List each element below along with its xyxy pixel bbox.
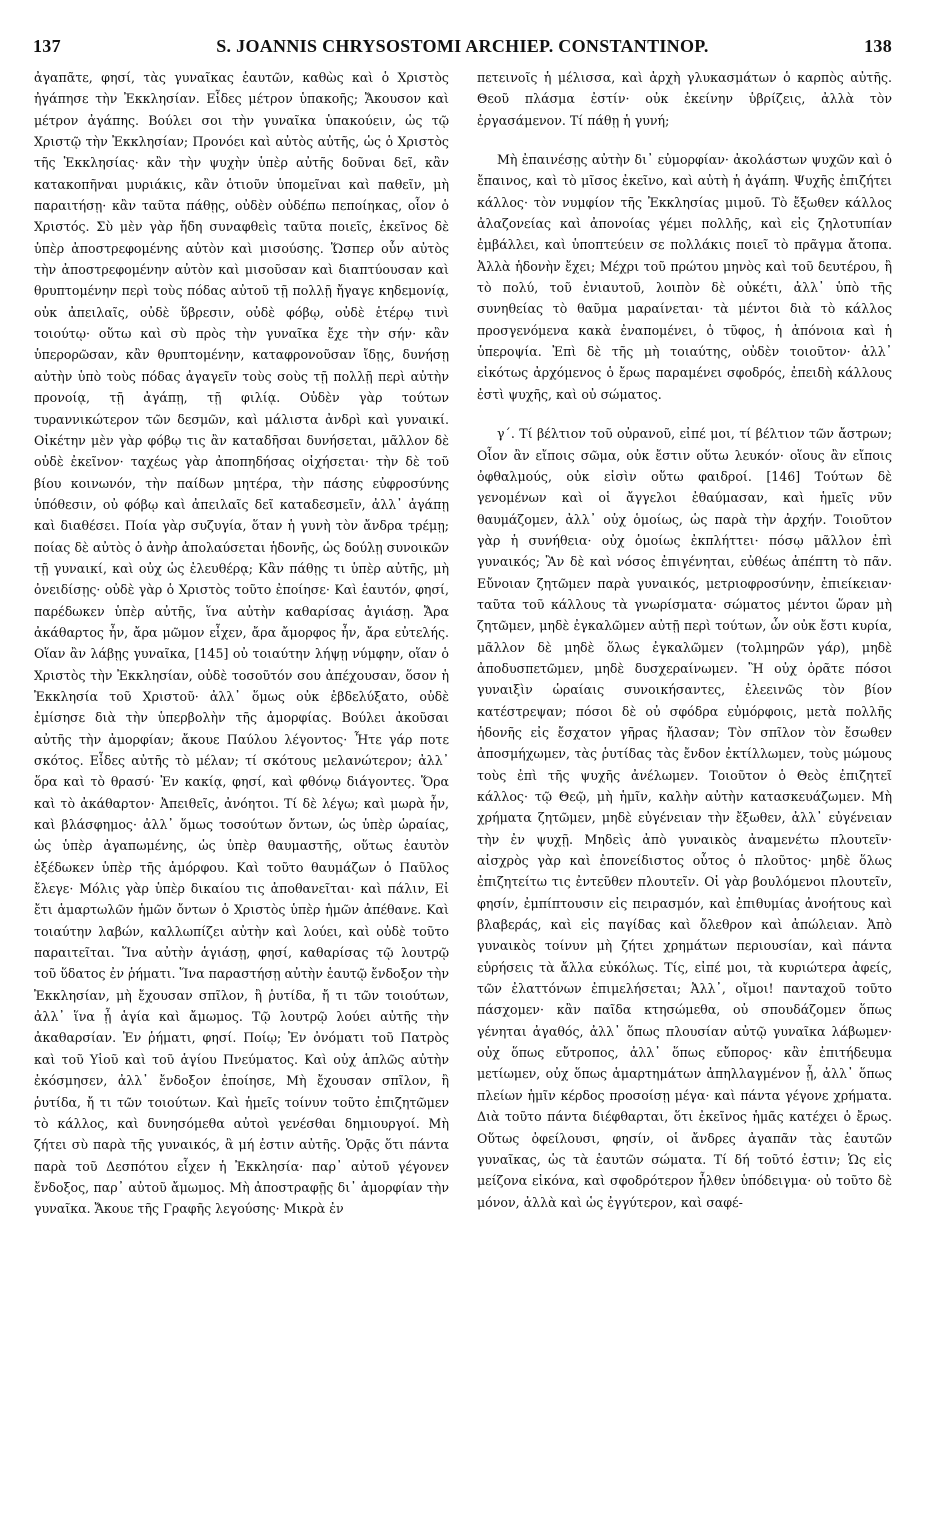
left-column [34, 67, 449, 1220]
right-paragraph-3: γ΄. Τί βέλτιον τοῦ οὐρανοῦ, εἰπέ μοι, τί βέλτιον τῶν ἄστρων; Οἷον ἂν εἴποις σῶμα, οὐκ ἔστιν οὕτω λευκόν· οἵους ἂν εἴποις ὀφθαλμούς, οὐκ εἰσὶν οὕτω φαιδροί. [146] Τούτων δὲ γενομένων καὶ οἱ ἄγγελοι ἐθαύμασαν, καὶ ἡμεῖς νῦν θαυμάζομεν, ἀλλ᾽ οὐχ ὁμοίως, ὡς παρὰ τὴν ἀρχήν. Τοιοῦτον γὰρ ἡ συνήθεια· οὐχ ὁμοίως ἐκπλήττει· πόσῳ μᾶλλον ἐπὶ γυναικός; Ἂν δὲ καὶ νόσος ἐπιγένηται, εὐθέως ἀπέπτη τὸ πᾶν. Εὔνοιαν ζητῶμεν παρὰ γυναικός, μετριοφροσύνην, ἐπιείκειαν· ταῦτα τοῦ κάλλους τὰ γνωρίσματα· σώματος μέντοι ὥραν μὴ ζητῶμεν, μηδὲ ἐγκαλῶμεν αὐτῇ περὶ τούτων, ὧν οὐκ ἔστι κυρία, μᾶλλον δὲ μηδὲ ὅλως ἐγκαλῶμεν (τολμηρῶν γάρ), μηδὲ ἀποδυσπετῶμεν, μηδὲ δυσχεραίνωμεν. Ἢ οὐχ ὁρᾶτε πόσοι γυναιξὶν ὡραίαις συνοικήσαντες, ἐλεεινῶς τὸν βίον κατέστρεψαν; πόσοι δὲ οὐ σφόδρα εὐμόρφοις, μετὰ πολλῆς ἡδονῆς εἰς ἔσχατον γῆρας ἤλασαν; Τὸν σπῖλον τὸν ἔσωθεν ἀποσμήχωμεν, τὰς ῥυτίδας τὰς ἔνδον ἐκτίλλωμεν, τοὺς μώμους τοὺς ἐπὶ τῆς ψυχῆς ἀνέλωμεν. Τοιοῦτον ὁ Θεὸς ἐπιζητεῖ κάλλος· τῷ Θεῷ, μὴ ἡμῖν, καλὴν αὐτὴν κατασκευάζωμεν. Μὴ χρήματα ζητῶμεν, μηδὲ εὐγένειαν τὴν ἔξωθεν, ἀλλ᾽ εὐγένειαν τὴν ἐν ψυχῇ. Μηδεὶς ἀπὸ γυναικὸς ἀναμενέτω πλουτεῖν· αἰσχρὸς γὰρ καὶ ἐπονείδιστος οὗτος ὁ πλοῦτος· μηδὲ ὅλως ἐπιζητείτω τις ἐντεῦθεν πλουτεῖν. Οἱ γὰρ βουλόμενοι πλουτεῖν, φησίν, ἐμπίπτουσιν εἰς πειρασμόν, καὶ ἐπιθυμίας ἀνοήτους καὶ βλαβεράς, καὶ εἰς παγίδας καὶ ὄλεθρον καὶ ἀπώλειαν. Ἀπὸ γυναικὸς τοίνυν μὴ ζήτει χρημάτων περιουσίαν, καὶ πάντα εὑρήσεις τὰ ἄλλα εὐκόλως. Τίς, εἰπέ μοι, τὰ κυριώτερα ἀφείς, τῶν ἐλαττόνων ἐπιμελήσεται; Ἀλλ᾽, οἴμοι! πανταχοῦ τοῦτο πάσχομεν· κἂν παῖδα κτησώμεθα, οὐ σπουδάζομεν ὅπως γένηται ἀγαθός, ἀλλ᾽ ὅπως πλουσίαν αὐτῷ γυναῖκα λάβωμεν· οὐχ ὅπως εὔτροπος, ἀλλ᾽ ὅπως εὔπορος· κἂν ἐπιτήδευμα μετίωμεν, οὐχ ὅπως ἁμαρτημάτων ἀπηλλαγμένον ᾖ, ἀλλ᾽ ὅπως πλείων ἡμῖν κέρδος προσοίσῃ μέγα· καὶ πάντα γέγονε χρήματα. Διὰ τοῦτο πάντα διέφθαρται, ὅτι ἐκεῖνος ἡμᾶς κατέχει ὁ ἔρως. Οὕτως ὀφείλουσι, φησίν, οἱ ἄνδρες ἀγαπᾶν τὰς ἑαυτῶν γυναῖκας, ὡς τὰ ἑαυτῶν σώματα. Τί δή τοῦτό ἐστιν; Ὡς εἰς μείζονα εἰκόνα, καὶ σφοδρότερον ἦλθεν ὑπόδειγμα· οὐ τοῦτο δὲ μόνον, ἀλλὰ καὶ ὡς ἐγγύτερον, καὶ σαφέ- [477, 426, 892, 1210]
right-column [477, 67, 892, 1213]
running-title: S. JOANNIS CHRYSOSTOMI ARCHIEP. CONSTANTINOP. [216, 36, 709, 56]
page-number-left: 137 [33, 36, 61, 56]
left-paragraph-1: ἀγαπᾶτε, φησί, τὰς γυναῖκας ἑαυτῶν, καθὼς καὶ ὁ Χριστὸς ἠγάπησε τὴν Ἐκκλησίαν. Εἶδες μέτρον ὑπακοῆς; Ἄκουσον καὶ μέτρον ἀγάπης. Βούλει σοι τὴν γυναῖκα ὑπακούειν, ὡς τῷ Χριστῷ τὴν Ἐκκλησίαν; Προνόει καὶ αὐτὸς αὐτῆς, ὡς ὁ Χριστὸς τῆς Ἐκκλησίας· κἂν τὴν ψυχὴν ὑπὲρ αὐτῆς δοῦναι δεῖ, κἂν κατακοπῆναι μυριάκις, κἂν ὁτιοῦν ὑπομεῖναι καὶ παθεῖν, μὴ παραιτήσῃ· κἂν ταῦτα πάθῃς, οὐδὲν οὐδέπω πεποίηκας, οἷον ὁ Χριστός. Σὺ μὲν γὰρ ἤδη συναφθεὶς ταῦτα ποιεῖς, ἐκεῖνος δὲ ὑπὲρ ἀποστρεφομένης αὐτὸν καὶ μισούσης. Ὥσπερ οὖν αὐτὸς τὴν ἀποστρεφομένην αὐτὸν καὶ μισοῦσαν καὶ διαπτύουσαν καὶ θρυπτομένην περὶ τοὺς πόδας αὐτοῦ τῇ πολλῇ ἤγαγε κηδεμονίᾳ, οὐκ ἀπειλαῖς, οὐδὲ ὕβρεσιν, οὐδὲ φόβῳ, οὐδὲ ἑτέρῳ τινὶ τοιούτῳ· οὕτω καὶ σὺ πρὸς τὴν γυναῖκα ἔχε τὴν σήν· κἂν ὑπερορῶσαν, κἂν θρυπτομένην, καταφρονοῦσαν ἴδῃς, δυνήσῃ αὐτὴν ὑπὸ τοὺς πόδας ἀγαγεῖν τοὺς σοὺς τῇ πολλῇ περὶ αὐτὴν προνοίᾳ, τῇ ἀγάπῃ, τῇ φιλίᾳ. Οὐδὲν γὰρ τούτων τυραννικώτερον τῶν δεσμῶν, καὶ μάλιστα ἀνδρὶ καὶ γυναικί. Οἰκέτην μὲν γὰρ φόβῳ τις ἂν καταδῆσαι δυνήσεται, μᾶλλον δὲ οὐδὲ ἐκεῖνον· ταχέως γὰρ ἀποπηδήσας οἰχήσεται· τὴν δὲ τοῦ βίου κοινωνόν, τὴν παίδων μητέρα, τὴν πάσης εὐφροσύνης ὑπόθεσιν, οὐ φόβῳ καὶ ἀπειλαῖς δεῖ καταδεσμεῖν, ἀλλ᾽ ἀγάπῃ καὶ διαθέσει. Ποία γὰρ συζυγία, ὅταν ἡ γυνὴ τὸν ἄνδρα τρέμῃ; ποίας δὲ αὐτὸς ὁ ἀνὴρ ἀπολαύσεται ἡδονῆς, ὡς δούλῃ συνοικῶν τῇ γυναικί, καὶ οὐχ ὡς ἐλευθέρᾳ; Κἂν πάθῃς τι ὑπὲρ αὐτῆς, μὴ ὀνειδίσῃς· οὐδὲ γὰρ ὁ Χριστὸς τοῦτο ἐποίησε· Καὶ ἑαυτόν, φησί, παρέδωκεν ὑπὲρ αὐτῆς, ἵνα αὐτὴν καθαρίσας ἁγιάσῃ. Ἄρα ἀκάθαρτος ἦν, ἄρα μῶμον εἶχεν, ἄρα ἄμορφος ἦν, ἄρα εὐτελής. Οἵαν ἂν λάβῃς γυναῖκα, [145] οὐ τοιαύτην λήψῃ νύμφην, οἵαν ὁ Χριστὸς τὴν Ἐκκλησίαν, οὐδὲ τοσοῦτόν σου ἀπέχουσαν, ὅσον ἡ Ἐκκλησία τοῦ Χριστοῦ· ἀλλ᾽ ὅμως οὐκ ἐβδελύξατο, οὐδὲ ἐμίσησε διὰ τὴν ὑπερβολὴν τῆς ἀμορφίας. Βούλει ἀκοῦσαι αὐτῆς τὴν ἀμορφίαν; ἄκουε Παύλου λέγοντος· Ἦτε γάρ ποτε σκότος. Εἶδες αὐτῆς τὸ μέλαν; τί σκότους μελανώτερον; ἀλλ᾽ ὅρα καὶ τὸ θρασύ· Ἐν κακίᾳ, φησί, καὶ φθόνῳ διάγοντες. Ὅρα καὶ τὸ ἀκάθαρτον· Ἀπειθεῖς, ἀνόητοι. Τί δὲ λέγω; καὶ μωρὰ ἦν, καὶ βλάσφημος· ἀλλ᾽ ὅμως τοσούτων ὄντων, ὡς ὑπὲρ ὡραίας, ὡς ὑπὲρ ἀγαπωμένης, ὡς ὑπὲρ θαυμαστῆς, οὕτως ἑαυτὸν ἐξέδωκεν ὑπὲρ τῆς ἀμόρφου. Καὶ τοῦτο θαυμάζων ὁ Παῦλος ἔλεγε· Μόλις γὰρ ὑπὲρ δικαίου τις ἀποθανεῖται· καὶ πάλιν, Εἰ ἔτι ἁμαρτωλῶν ἡμῶν ὄντων ὁ Χριστὸς ὑπὲρ ἡμῶν ἀπέθανε. Καὶ τοιαύτην λαβών, καλλωπίζει αὐτὴν καὶ λούει, καὶ οὐδὲ τοῦτο παραιτεῖται. Ἵνα αὐτὴν ἁγιάσῃ, φησί, καθαρίσας τῷ λουτρῷ τοῦ ὕδατος ἐν ῥήματι. Ἵνα παραστήσῃ αὐτὴν ἑαυτῷ ἔνδοξον τὴν Ἐκκλησίαν, μὴ ἔχουσαν σπῖλον, ἢ ῥυτίδα, ἤ τι τῶν τοιούτων, ἀλλ᾽ ἵνα ᾖ ἁγία καὶ ἄμωμος. Τῷ λουτρῷ λούει αὐτῆς τὴν ἀκαθαρσίαν. Ἐν ῥήματι, φησί. Ποίῳ; Ἐν ὀνόματι τοῦ Πατρὸς καὶ τοῦ Υἱοῦ καὶ τοῦ ἁγίου Πνεύματος. Καὶ οὐχ ἁπλῶς αὐτὴν ἐκόσμησεν, ἀλλ᾽ ἔνδοξον ἐποίησε, Μὴ ἔχουσαν σπῖλον, ἢ ῥυτίδα, ἤ τι τῶν τοιούτων. Καὶ ἡμεῖς τοίνυν τοῦτο ἐπιζητῶμεν τὸ κάλλος, καὶ δυνησόμεθα αὐτοὶ γενέσθαι δημιουργοί. Μὴ ζήτει σὺ παρὰ τῆς γυναικός, ἃ μή ἐστιν αὐτῆς. Ὁρᾷς ὅτι πάντα παρὰ τοῦ Δεσπότου εἶχεν ἡ Ἐκκλησία· παρ᾽ αὐτοῦ γέγονεν ἔνδοξος, παρ᾽ αὐτοῦ ἄμωμος. Μὴ ἀποστραφῇς δι᾽ ἀμορφίαν τὴν γυναῖκα. Ἄκουε τῆς Γραφῆς λεγούσης· Μικρὰ ἐν [34, 70, 449, 1217]
page-number-right: 138 [864, 36, 892, 56]
running-header [33, 36, 892, 62]
right-paragraph-2: Μὴ ἐπαινέσῃς αὐτὴν δι᾽ εὐμορφίαν· ἀκολάστων ψυχῶν καὶ ὁ ἔπαινος, καὶ τὸ μῖσος ἐκεῖνο, καὶ αὐτὴ ἡ ἀγάπη. Ψυχῆς ἐπιζήτει κάλλος· τὸν νυμφίον τῆς Ἐκκλησίας μιμοῦ. Τὸ ἔξωθεν κάλλος ἀλαζονείας καὶ ἀπονοίας γέμει πολλῆς, καὶ εἰς ζηλοτυπίαν ἐμβάλλει, καὶ ὑποπτεύειν σε πολλάκις ποιεῖ τὸ πρᾶγμα ἄτοπα. Ἀλλὰ ἡδονὴν ἔχει; Μέχρι τοῦ πρώτου μηνὸς καὶ τοῦ δευτέρου, ἢ τὸ πολύ, τοῦ ἐνιαυτοῦ, λοιπὸν δὲ οὐκέτι, ἀλλ᾽ ὑπὸ τῆς συνηθείας τὸ θαῦμα μαραίνεται· τὰ μέντοι διὰ τὸ κάλλος προσγενόμενα κακὰ ἐναπομένει, ὁ τῦφος, ἡ ἀπόνοια καὶ ἡ ὑπεροψία. Ἐπὶ δὲ τῆς μὴ τοιαύτης, οὐδὲν τοιοῦτον· ἀλλ᾽ εἰκότως ἀρχόμενος ὁ ἔρως παραμένει σφοδρός, ἐπειδὴ κάλλους ἐστὶ ψυχῆς, καὶ οὐ σώματος. [477, 152, 892, 402]
right-paragraph-1: πετεινοῖς ἡ μέλισσα, καὶ ἀρχὴ γλυκασμάτων ὁ καρπὸς αὐτῆς. Θεοῦ πλάσμα ἐστίν· οὐκ ἐκείνην ὑβρίζεις, ἀλλὰ τὸν ἐργασάμενον. Τί πάθῃ ἡ γυνή; [477, 70, 892, 128]
